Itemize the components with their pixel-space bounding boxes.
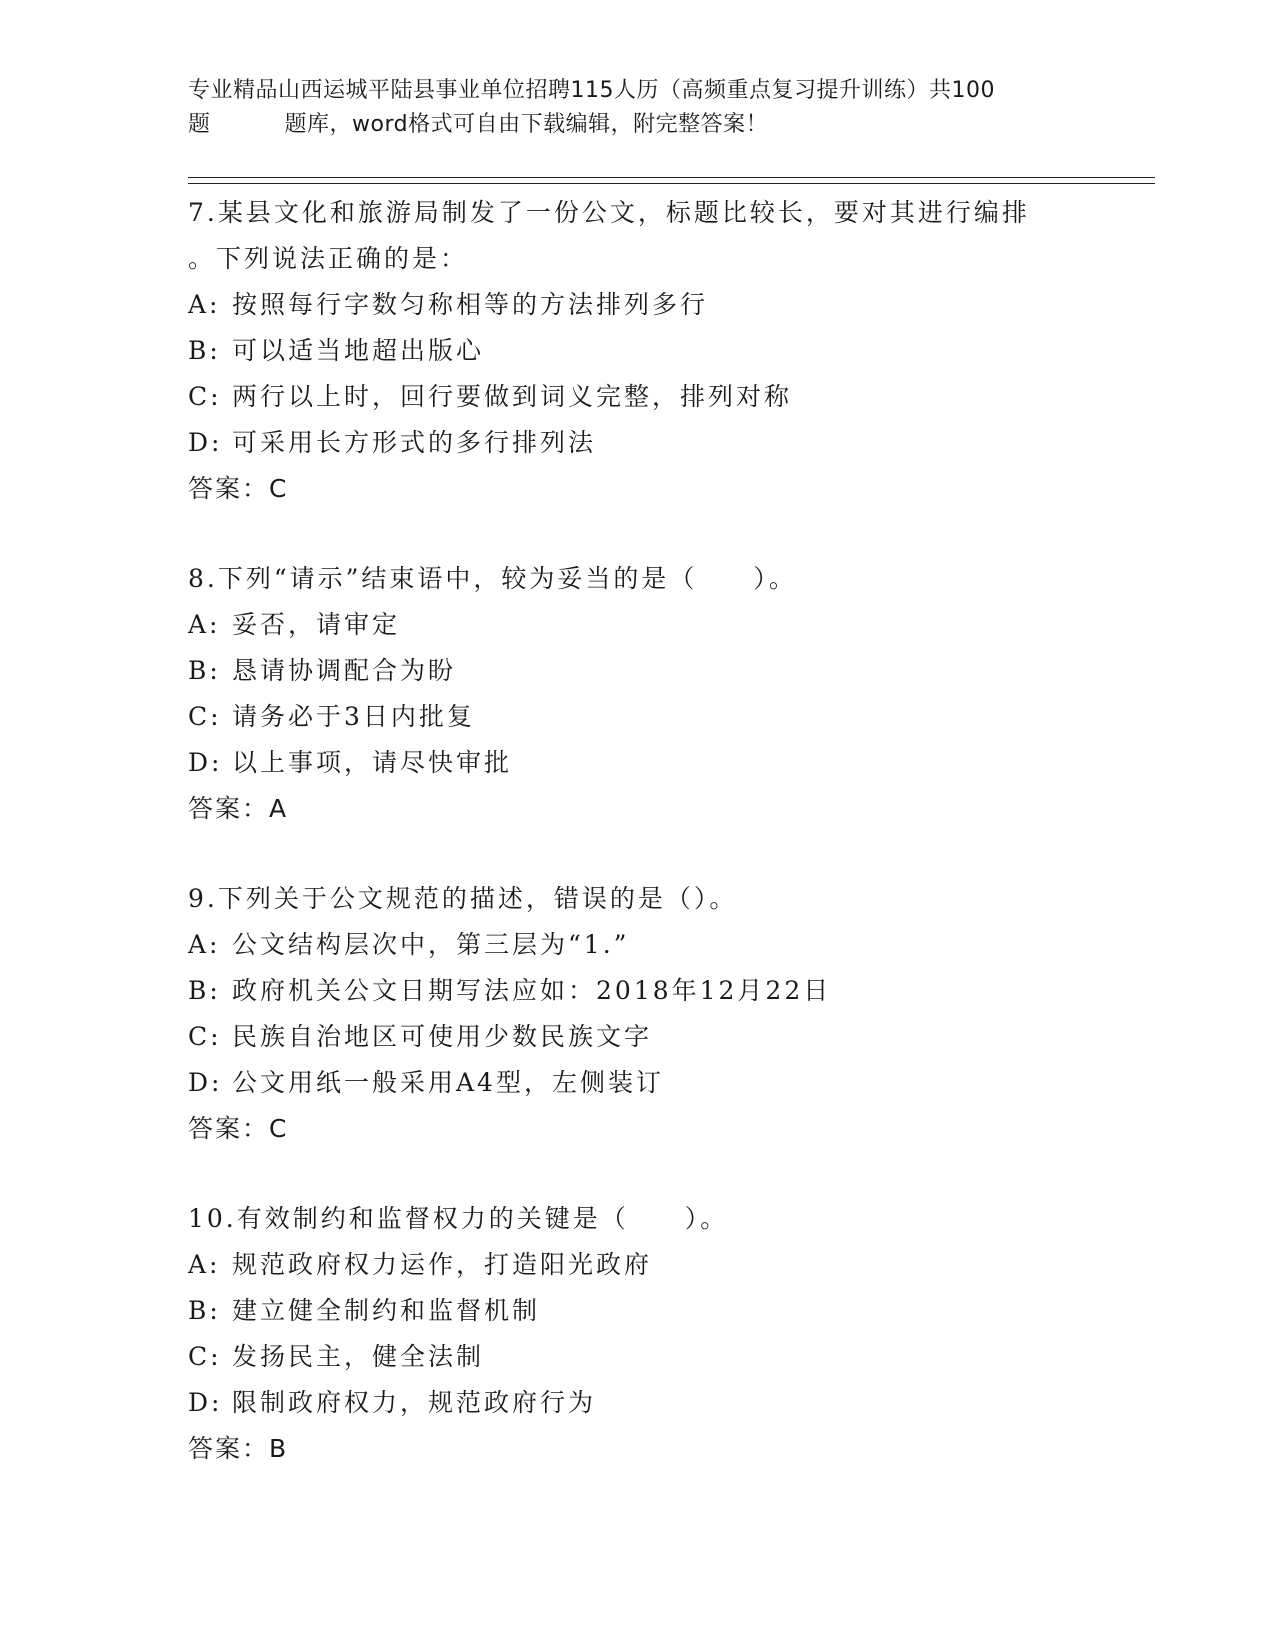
option-letter: C: <box>188 1342 222 1371</box>
question-list <box>188 190 1148 1472</box>
option-text: 按照每行字数匀称相等的方法排列多行 <box>232 290 709 319</box>
option-b <box>188 1288 1148 1334</box>
option-letter: B: <box>188 336 221 365</box>
header-title-line-1: 专业精品山西运城平陆县事业单位招聘115人历（高频重点复习提升训练）共100 <box>188 78 995 103</box>
option-letter: D: <box>188 428 223 457</box>
question-item-8 <box>188 556 1148 832</box>
option-d <box>188 1380 1148 1426</box>
option-c <box>188 1334 1148 1380</box>
answer-line: 答案：C <box>188 474 289 503</box>
question-item-10 <box>188 1196 1148 1472</box>
option-letter: A: <box>188 290 221 319</box>
header-rule-top <box>188 177 1155 178</box>
option-letter: C: <box>188 702 222 731</box>
answer-line: 答案：B <box>188 1434 289 1463</box>
question-stem: 8.下列“请示”结束语中，较为妥当的是（ ）。 <box>188 564 797 593</box>
option-d <box>188 1060 1148 1106</box>
option-letter: B: <box>188 976 221 1005</box>
header-title-line-2-start: 题 <box>188 112 211 137</box>
option-a <box>188 922 1148 968</box>
option-b <box>188 328 1148 374</box>
option-text: 公文用纸一般采用A4型，左侧装订 <box>232 1068 664 1097</box>
option-text: 恳请协调配合为盼 <box>232 656 457 685</box>
option-text: 政府机关公文日期写法应如：2018年12月22日 <box>232 976 832 1005</box>
option-b <box>188 968 1148 1014</box>
option-letter: D: <box>188 748 223 777</box>
option-letter: A: <box>188 1250 221 1279</box>
option-letter: C: <box>188 1022 222 1051</box>
question-item-9 <box>188 876 1148 1152</box>
option-text: 建立健全制约和监督机制 <box>232 1296 541 1325</box>
option-c <box>188 374 1148 420</box>
option-a <box>188 602 1148 648</box>
option-letter: D: <box>188 1068 223 1097</box>
document-header <box>188 74 1088 142</box>
option-d <box>188 740 1148 786</box>
header-title-line-2 <box>188 108 1088 142</box>
option-letter: C: <box>188 382 222 411</box>
question-stem: 7.某县文化和旅游局制发了一份公文，标题比较长，要对其进行编排 <box>188 198 1030 227</box>
option-text: 可采用长方形式的多行排列法 <box>232 428 597 457</box>
option-letter: D: <box>188 1388 223 1417</box>
option-text: 公文结构层次中，第三层为“1.” <box>232 930 630 959</box>
option-text: 规范政府权力运作，打造阳光政府 <box>232 1250 653 1279</box>
option-letter: A: <box>188 610 221 639</box>
header-rule-bottom <box>188 183 1155 184</box>
option-c <box>188 694 1148 740</box>
option-text: 两行以上时，回行要做到词义完整，排列对称 <box>232 382 793 411</box>
option-b <box>188 648 1148 694</box>
question-item-7 <box>188 190 1148 512</box>
option-text: 请务必于3日内批复 <box>232 702 475 731</box>
option-letter: B: <box>188 656 221 685</box>
option-letter: B: <box>188 1296 221 1325</box>
option-d <box>188 420 1148 466</box>
option-a <box>188 282 1148 328</box>
question-stem: 10.有效制约和监督权力的关键是（ ）。 <box>188 1204 729 1233</box>
option-a <box>188 1242 1148 1288</box>
answer-line: 答案：C <box>188 1114 289 1143</box>
option-letter: A: <box>188 930 221 959</box>
option-text: 民族自治地区可使用少数民族文字 <box>232 1022 653 1051</box>
option-c <box>188 1014 1148 1060</box>
option-text: 妥否，请审定 <box>232 610 401 639</box>
option-text: 限制政府权力，规范政府行为 <box>232 1388 597 1417</box>
header-title-line-2-rest: 题库，word格式可自由下载编辑，附完整答案！ <box>284 112 769 137</box>
option-text: 发扬民主，健全法制 <box>232 1342 485 1371</box>
option-text: 以上事项，请尽快审批 <box>232 748 513 777</box>
question-stem-continued: 。下列说法正确的是： <box>188 244 469 273</box>
option-text: 可以适当地超出版心 <box>232 336 485 365</box>
answer-line: 答案：A <box>188 794 289 823</box>
question-stem: 9.下列关于公文规范的描述，错误的是（）。 <box>188 884 738 913</box>
